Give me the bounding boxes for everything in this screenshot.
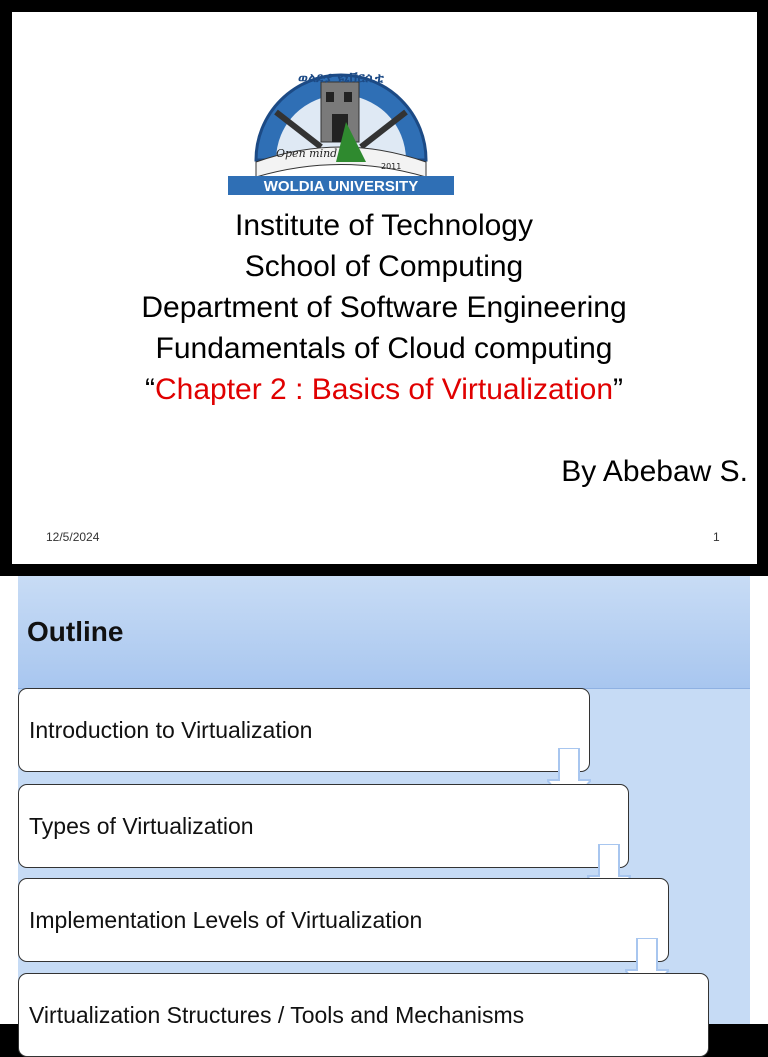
outline-slide [0,576,768,1028]
title-block [0,205,768,410]
chapter-close-quote: ” [613,373,623,406]
logo-amharic-name: ወልድያ ዩኒቨርሲቲ [298,71,384,86]
department-line: Department of Software Engineering [141,291,627,324]
outline-item: Virtualization Structures / Tools and Mechanisms [18,973,709,1057]
chapter-open-quote: “ [144,373,155,406]
outline-item: Implementation Levels of Virtualization [18,878,669,962]
chapter-line [0,369,768,410]
chapter-title: Chapter 2 : Basics of Virtualization [154,373,613,406]
woldia-university-logo [216,52,466,197]
slide-date: 12/5/2024 [46,530,100,544]
logo-name: WOLDIA UNIVERSITY [263,178,419,195]
outline-header [18,576,750,689]
outline-item: Introduction to Virtualization [18,688,590,772]
author: By Abebaw S. [561,455,748,488]
outline-item: Types of Virtualization [18,784,629,868]
slide-number: 1 [713,530,720,544]
institute-line: Institute of Technology [235,209,533,242]
logo-year: 2011 [381,162,402,171]
school-line: School of Computing [244,250,524,283]
outline-title: Outline [27,616,124,647]
course-line: Fundamentals of Cloud computing [155,332,613,365]
logo-motto: Open mind [276,147,338,160]
